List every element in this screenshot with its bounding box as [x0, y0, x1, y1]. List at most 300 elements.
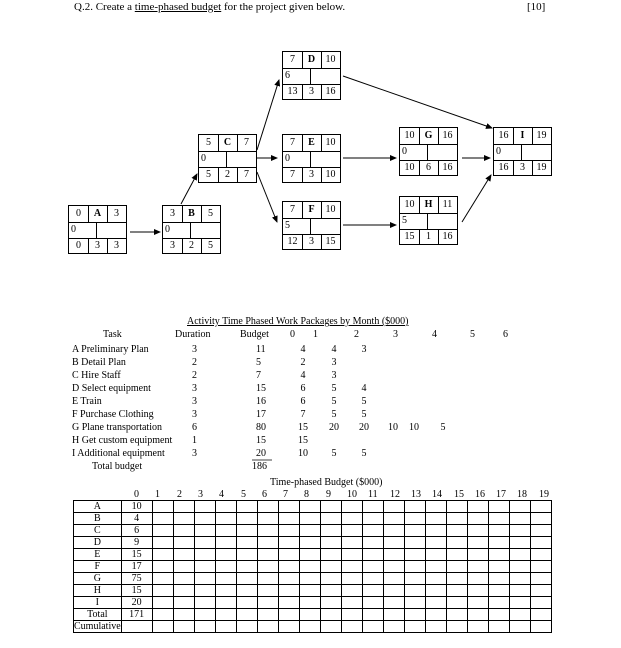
wp-month-value: 5	[361, 409, 367, 420]
tp-cell[interactable]	[383, 549, 404, 561]
tp-cell[interactable]	[299, 501, 320, 513]
tp-row-label: B	[74, 513, 122, 525]
wp-month-value: 10	[298, 448, 308, 459]
tp-cell[interactable]	[278, 561, 299, 573]
tp-cell[interactable]	[341, 513, 362, 525]
tp-cell[interactable]	[257, 573, 278, 585]
tp-cell[interactable]	[467, 597, 488, 609]
wp-month-value: 4	[300, 344, 306, 355]
wp-month-value: 6	[300, 396, 306, 407]
node-i: 16 I 19 0 16 3 19	[493, 127, 552, 176]
tp-cell[interactable]	[173, 525, 194, 537]
tp-cell[interactable]	[320, 525, 341, 537]
tp-cell[interactable]	[278, 585, 299, 597]
tp-cell[interactable]	[173, 621, 194, 633]
tp-cell[interactable]	[488, 609, 509, 621]
arrow-c-f	[257, 172, 277, 222]
tp-cell[interactable]	[425, 573, 446, 585]
tp-cell[interactable]	[362, 621, 383, 633]
tp-cell[interactable]	[152, 501, 173, 513]
tp-cell[interactable]	[530, 585, 551, 597]
tp-cell[interactable]	[152, 573, 173, 585]
tp-cell[interactable]	[425, 501, 446, 513]
tp-cell[interactable]	[425, 537, 446, 549]
node-h: 10 H 11 5 15 1 16	[399, 196, 458, 245]
tp-cell[interactable]	[446, 585, 467, 597]
tp-cell[interactable]	[467, 549, 488, 561]
tp-cell[interactable]	[530, 597, 551, 609]
tp-cell[interactable]	[341, 621, 362, 633]
wp-budget: 11	[256, 344, 266, 355]
tp-cell[interactable]	[446, 621, 467, 633]
tp-cell[interactable]	[299, 609, 320, 621]
tp-cell[interactable]	[257, 549, 278, 561]
tp-cell[interactable]	[530, 549, 551, 561]
tp-cell[interactable]	[467, 537, 488, 549]
wp-task-label: G Plane transportation	[72, 422, 162, 433]
tp-month-header: 5	[241, 489, 246, 500]
tp-month-header: 4	[219, 489, 224, 500]
tp-cell[interactable]	[341, 549, 362, 561]
question-keyword: time-phased budget	[134, 1, 222, 13]
wp-month-value: 2	[300, 357, 306, 368]
tp-cell[interactable]	[362, 513, 383, 525]
tp-cell[interactable]	[215, 501, 236, 513]
tp-cell[interactable]	[236, 513, 257, 525]
tp-cell[interactable]	[152, 525, 173, 537]
tp-cell[interactable]	[362, 597, 383, 609]
wp-month-value: 10	[388, 422, 398, 433]
tp-cell[interactable]	[173, 573, 194, 585]
tp-row-budget: 17	[121, 561, 152, 573]
tp-cell[interactable]	[488, 585, 509, 597]
tp-cell[interactable]	[467, 609, 488, 621]
tp-cell[interactable]	[215, 561, 236, 573]
wp-task-label: C Hire Staff	[72, 370, 121, 381]
arrow-c-d	[257, 80, 279, 150]
tp-cell[interactable]	[509, 609, 530, 621]
tp-cell[interactable]	[425, 585, 446, 597]
tp-cell[interactable]	[425, 597, 446, 609]
tp-cell[interactable]	[467, 561, 488, 573]
tp-cell[interactable]	[278, 501, 299, 513]
tp-cell[interactable]	[236, 537, 257, 549]
wp-month-value: 5	[361, 396, 367, 407]
tp-row	[74, 573, 552, 585]
wp-budget: 16	[256, 396, 266, 407]
tp-cell[interactable]	[341, 573, 362, 585]
node-e: 7 E 10 0 7 3 10	[282, 134, 341, 183]
question-suffix: for the project given below.	[221, 1, 346, 13]
tp-cell[interactable]	[299, 597, 320, 609]
tp-cell[interactable]	[404, 549, 425, 561]
tp-cell[interactable]	[215, 537, 236, 549]
tp-cell[interactable]	[173, 537, 194, 549]
tp-cell[interactable]	[320, 585, 341, 597]
tp-cell[interactable]	[215, 621, 236, 633]
tp-cell[interactable]	[320, 537, 341, 549]
tp-cell[interactable]	[467, 621, 488, 633]
tp-row	[74, 537, 552, 549]
tp-row-budget: 20	[121, 597, 152, 609]
tp-cell[interactable]	[257, 621, 278, 633]
tp-cell[interactable]	[152, 561, 173, 573]
tp-row-label: I	[74, 597, 122, 609]
tp-cell[interactable]	[215, 513, 236, 525]
tp-month-header: 19	[539, 489, 549, 500]
tp-cell[interactable]	[383, 561, 404, 573]
wp-month-value: 3	[361, 344, 367, 355]
tp-cell[interactable]	[152, 549, 173, 561]
tp-cell[interactable]	[152, 621, 173, 633]
tp-row-label: H	[74, 585, 122, 597]
wp-month-value: 5	[331, 383, 337, 394]
tp-cell[interactable]	[404, 597, 425, 609]
tp-cell[interactable]	[194, 621, 215, 633]
wp-month-value: 4	[300, 370, 306, 381]
tp-cell[interactable]	[257, 525, 278, 537]
tp-cell[interactable]	[467, 525, 488, 537]
tp-row-label: D	[74, 537, 122, 549]
tp-cell[interactable]	[173, 501, 194, 513]
arrow-b-c	[181, 174, 197, 204]
tp-cell[interactable]	[320, 621, 341, 633]
tp-cell[interactable]	[320, 597, 341, 609]
tp-cell[interactable]	[299, 513, 320, 525]
tp-cell[interactable]	[362, 537, 383, 549]
tp-cell[interactable]	[320, 573, 341, 585]
question-marks: [10]	[527, 1, 546, 13]
wp-budget: 80	[256, 422, 266, 433]
tp-row	[74, 549, 552, 561]
wp-task-label: B Detail Plan	[72, 357, 126, 368]
tp-cell[interactable]	[488, 597, 509, 609]
tp-cell[interactable]	[404, 585, 425, 597]
tp-cell[interactable]	[278, 549, 299, 561]
tp-cell[interactable]	[509, 549, 530, 561]
tp-cell[interactable]	[152, 537, 173, 549]
tp-cell[interactable]	[341, 609, 362, 621]
tp-cell[interactable]	[530, 573, 551, 585]
wp-duration: 6	[192, 422, 197, 433]
tp-cell[interactable]	[509, 573, 530, 585]
tp-cell[interactable]	[215, 585, 236, 597]
tp-cell[interactable]	[194, 501, 215, 513]
node-a: 0 A 3 0 0 3 3	[68, 205, 127, 254]
tp-cell[interactable]	[320, 513, 341, 525]
tp-row	[74, 561, 552, 573]
tp-cell[interactable]	[404, 537, 425, 549]
wp-task-label: A Preliminary Plan	[72, 344, 149, 355]
tp-cell[interactable]	[257, 561, 278, 573]
tp-cell[interactable]	[173, 609, 194, 621]
tp-cell[interactable]	[236, 597, 257, 609]
tp-cell[interactable]	[341, 597, 362, 609]
tp-cell[interactable]	[194, 513, 215, 525]
tp-cell[interactable]	[530, 561, 551, 573]
tp-cell[interactable]	[362, 525, 383, 537]
tp-cell[interactable]	[509, 501, 530, 513]
tp-cell[interactable]	[341, 501, 362, 513]
tp-cell[interactable]	[383, 585, 404, 597]
tp-cell[interactable]	[257, 585, 278, 597]
tp-row	[74, 621, 552, 633]
tp-cell[interactable]	[425, 513, 446, 525]
tp-cell[interactable]	[467, 573, 488, 585]
tp-row-budget: 9	[121, 537, 152, 549]
tp-row-label: Total	[74, 609, 122, 621]
tp-cell[interactable]	[467, 585, 488, 597]
tp-cell[interactable]	[362, 549, 383, 561]
tp-cell[interactable]	[509, 561, 530, 573]
work-packages-title: Activity Time Phased Work Packages by Month ($000)	[187, 316, 409, 327]
wp-task-label: H Get custom equipment	[72, 435, 173, 446]
tp-cell[interactable]	[215, 525, 236, 537]
tp-cell[interactable]	[362, 609, 383, 621]
tp-cell[interactable]	[320, 609, 341, 621]
tp-cell[interactable]	[488, 525, 509, 537]
tp-month-header: 1	[155, 489, 160, 500]
tp-cell[interactable]	[509, 621, 530, 633]
tp-cell[interactable]	[383, 525, 404, 537]
tp-cell[interactable]	[173, 597, 194, 609]
wp-month-value: 4	[361, 383, 367, 394]
tp-cell[interactable]	[194, 609, 215, 621]
wp-month-value: 3	[331, 370, 337, 381]
tp-cell[interactable]	[320, 501, 341, 513]
tp-cell[interactable]	[446, 597, 467, 609]
tp-cell[interactable]	[299, 621, 320, 633]
tp-cell[interactable]	[404, 501, 425, 513]
tp-cell[interactable]	[173, 561, 194, 573]
tp-month-header: 18	[517, 489, 527, 500]
tp-cell[interactable]	[404, 513, 425, 525]
tp-cell[interactable]	[425, 525, 446, 537]
tp-cell[interactable]	[236, 525, 257, 537]
tp-cell[interactable]	[530, 513, 551, 525]
tp-cell[interactable]	[509, 537, 530, 549]
tp-cell[interactable]	[530, 501, 551, 513]
tp-cell[interactable]	[488, 513, 509, 525]
tp-cell[interactable]	[299, 573, 320, 585]
tp-cell[interactable]	[383, 537, 404, 549]
tp-cell[interactable]	[446, 501, 467, 513]
tp-cell[interactable]	[530, 621, 551, 633]
tp-cell[interactable]	[446, 549, 467, 561]
tp-cell[interactable]	[404, 561, 425, 573]
wp-month-value: 15	[298, 435, 308, 446]
tp-cell[interactable]	[425, 561, 446, 573]
wp-duration: 3	[192, 448, 197, 459]
tp-month-header: 2	[177, 489, 182, 500]
tp-cell[interactable]	[488, 573, 509, 585]
tp-cell[interactable]	[152, 513, 173, 525]
tp-month-header: 12	[390, 489, 400, 500]
tp-cell[interactable]	[194, 549, 215, 561]
tp-cell[interactable]	[467, 513, 488, 525]
col-task-header: Task	[103, 329, 122, 340]
tp-cell[interactable]	[488, 549, 509, 561]
tp-cell[interactable]	[278, 513, 299, 525]
tp-cell[interactable]	[341, 561, 362, 573]
tp-cell[interactable]	[446, 609, 467, 621]
tp-cell[interactable]	[320, 561, 341, 573]
tp-cell[interactable]	[362, 573, 383, 585]
tp-cell[interactable]	[236, 585, 257, 597]
tp-row-budget	[121, 621, 152, 633]
tp-cell[interactable]	[530, 537, 551, 549]
tp-cell[interactable]	[194, 585, 215, 597]
tp-cell[interactable]	[362, 501, 383, 513]
wp-duration: 2	[192, 370, 197, 381]
tp-cell[interactable]	[194, 561, 215, 573]
tp-cell[interactable]	[236, 549, 257, 561]
tp-cell[interactable]	[299, 537, 320, 549]
tp-cell[interactable]	[257, 513, 278, 525]
tp-cell[interactable]	[362, 585, 383, 597]
tp-cell[interactable]	[152, 585, 173, 597]
tp-cell[interactable]	[509, 513, 530, 525]
tp-cell[interactable]	[446, 561, 467, 573]
wp-budget: 20	[256, 448, 266, 459]
tp-cell[interactable]	[278, 609, 299, 621]
tp-cell[interactable]	[404, 621, 425, 633]
tp-row	[74, 585, 552, 597]
tp-cell[interactable]	[467, 501, 488, 513]
tp-cell[interactable]	[236, 561, 257, 573]
tp-month-header: 15	[454, 489, 464, 500]
tp-cell[interactable]	[173, 513, 194, 525]
tp-cell[interactable]	[173, 585, 194, 597]
tp-row	[74, 513, 552, 525]
tp-cell[interactable]	[383, 513, 404, 525]
tp-cell[interactable]	[446, 513, 467, 525]
tp-cell[interactable]	[299, 585, 320, 597]
wp-budget: 15	[256, 383, 266, 394]
wp-month-value: 7	[300, 409, 306, 420]
tp-cell[interactable]	[236, 501, 257, 513]
wp-budget: 17	[256, 409, 266, 420]
tp-cell[interactable]	[278, 621, 299, 633]
tp-cell[interactable]	[341, 525, 362, 537]
tp-month-header: 13	[411, 489, 421, 500]
tp-cell[interactable]	[383, 609, 404, 621]
tp-cell[interactable]	[362, 561, 383, 573]
wp-month-value: 5	[361, 448, 367, 459]
tp-cell[interactable]	[152, 597, 173, 609]
tp-cell[interactable]	[488, 561, 509, 573]
tp-cell[interactable]	[194, 573, 215, 585]
tp-row-label: A	[74, 501, 122, 513]
tp-cell[interactable]	[404, 609, 425, 621]
tp-cell[interactable]	[236, 621, 257, 633]
tp-month-header: 14	[432, 489, 442, 500]
tp-cell[interactable]	[194, 597, 215, 609]
tp-cell[interactable]	[425, 621, 446, 633]
tp-cell[interactable]	[383, 573, 404, 585]
tp-cell[interactable]	[257, 609, 278, 621]
tp-cell[interactable]	[341, 537, 362, 549]
tp-row-label: Cumulative	[74, 621, 121, 632]
tp-cell[interactable]	[425, 609, 446, 621]
tp-cell[interactable]	[509, 585, 530, 597]
tp-month-header: 3	[198, 489, 203, 500]
tp-cell[interactable]	[446, 525, 467, 537]
tp-cell[interactable]	[194, 525, 215, 537]
tp-cell[interactable]	[509, 597, 530, 609]
tp-cell[interactable]	[257, 597, 278, 609]
tp-cell[interactable]	[257, 537, 278, 549]
tp-cell[interactable]	[215, 609, 236, 621]
wp-month-value: 20	[329, 422, 339, 433]
col-budget-header: Budget	[240, 329, 269, 340]
tp-month-header: 11	[368, 489, 378, 500]
wp-duration: 3	[192, 383, 197, 394]
tp-cell[interactable]	[341, 585, 362, 597]
tp-cell[interactable]	[299, 525, 320, 537]
tp-cell[interactable]	[215, 549, 236, 561]
tp-row-label: G	[74, 573, 122, 585]
tp-cell[interactable]	[509, 525, 530, 537]
tp-cell[interactable]	[446, 573, 467, 585]
wp-month-value: 15	[298, 422, 308, 433]
tp-cell[interactable]	[299, 549, 320, 561]
tp-cell[interactable]	[278, 597, 299, 609]
tp-cell[interactable]	[215, 597, 236, 609]
tp-cell[interactable]	[236, 609, 257, 621]
tp-cell[interactable]	[488, 537, 509, 549]
tp-cell[interactable]	[278, 573, 299, 585]
wp-month-value: 4	[331, 344, 337, 355]
tp-row-label: C	[74, 525, 122, 537]
tp-cell[interactable]	[530, 609, 551, 621]
tp-cell[interactable]	[152, 609, 173, 621]
time-phased-grid	[73, 500, 552, 633]
tp-cell[interactable]	[425, 549, 446, 561]
tp-cell[interactable]	[236, 573, 257, 585]
tp-cell[interactable]	[215, 573, 236, 585]
wp-month-header: 3	[393, 329, 398, 340]
tp-cell[interactable]	[320, 549, 341, 561]
tp-cell[interactable]	[299, 561, 320, 573]
tp-cell[interactable]	[278, 525, 299, 537]
tp-cell[interactable]	[488, 621, 509, 633]
tp-cell[interactable]	[404, 525, 425, 537]
tp-month-header: 7	[283, 489, 288, 500]
wp-month-value: 5	[331, 396, 337, 407]
wp-month-header: 1	[313, 329, 318, 340]
tp-cell[interactable]	[173, 549, 194, 561]
tp-cell[interactable]	[194, 537, 215, 549]
tp-row	[74, 609, 552, 621]
tp-row-budget: 171	[121, 609, 152, 621]
tp-cell[interactable]	[530, 525, 551, 537]
tp-cell[interactable]	[404, 573, 425, 585]
wp-duration: 2	[192, 357, 197, 368]
tp-row-budget: 15	[121, 585, 152, 597]
tp-cell[interactable]	[488, 501, 509, 513]
tp-month-header: 9	[326, 489, 331, 500]
tp-cell[interactable]	[383, 621, 404, 633]
wp-budget: 5	[256, 357, 261, 368]
tp-cell[interactable]	[257, 501, 278, 513]
node-b: 3 B 5 0 3 2 5	[162, 205, 221, 254]
tp-cell[interactable]	[446, 537, 467, 549]
tp-cell[interactable]	[383, 597, 404, 609]
tp-row	[74, 525, 552, 537]
tp-cell[interactable]	[383, 501, 404, 513]
tp-cell[interactable]	[278, 537, 299, 549]
